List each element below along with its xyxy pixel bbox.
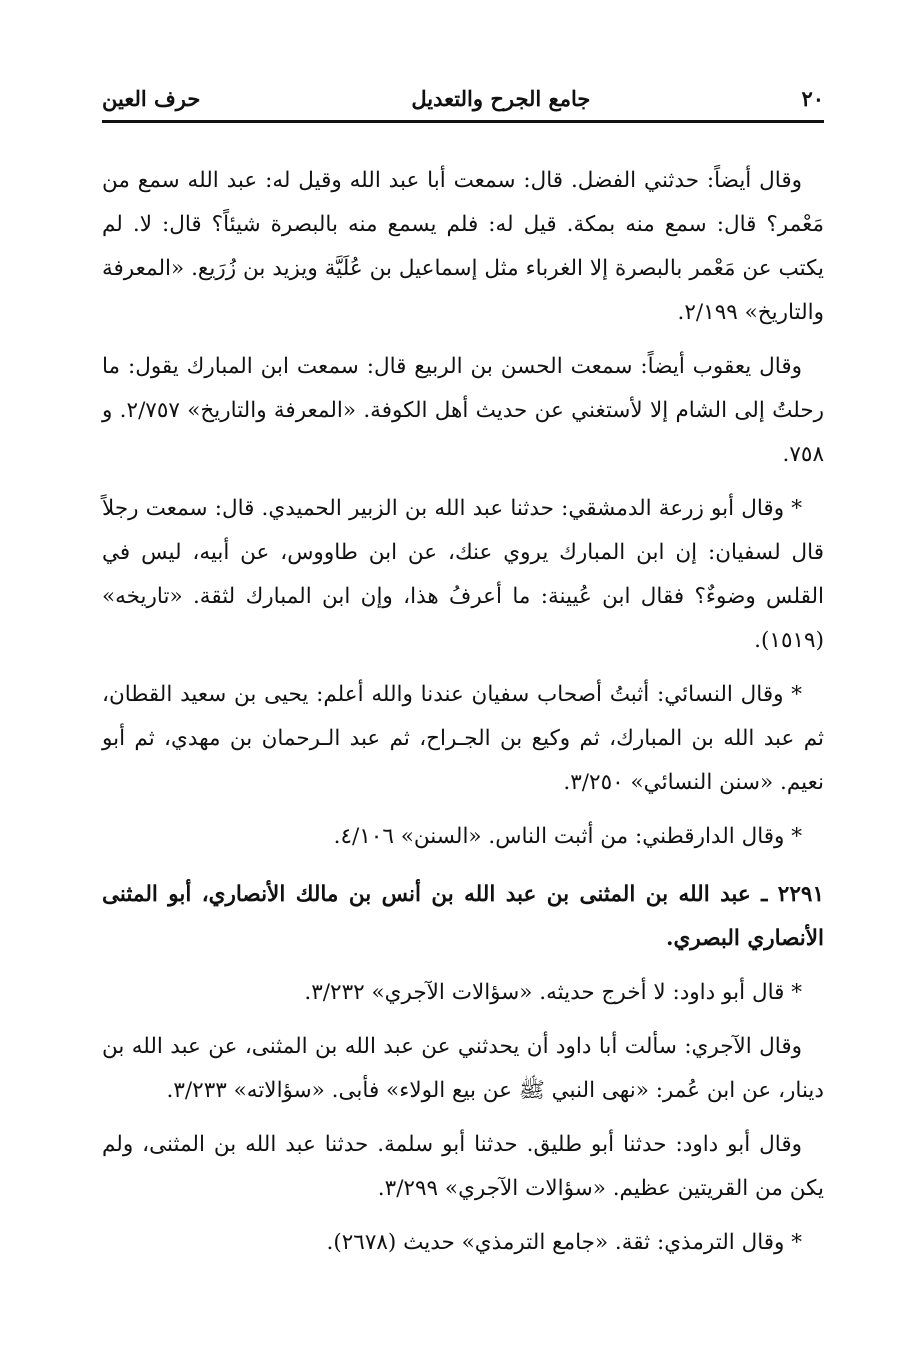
paragraph: * وقال النسائي: أثبتُ أصحاب سفيان عندنا والله أعلم: يحيى بن سعيد القطان، ثم عبد الله بن المبارك، ثم وكيع بن الجـراح، ثم عبد الـرحمان بن مهدي، ثم أبو نعيم. «سنن النسائي» ٣/٢٥٠. xyxy=(102,682,824,795)
paragraph: * وقال الدارقطني: من أثبت الناس. «السنن» ٤/١٠٦. xyxy=(333,824,802,849)
running-header xyxy=(102,82,824,116)
paragraph: وقال أيضاً: حدثني الفضل. قال: سمعت أبا عبد الله وقيل له: عبد الله سمع من مَعْمر؟ قال: سمع منه بمكة. قيل له: فلم يسمع منه بالبصرة شيئاً؟ قال: لا. لم يكتب عن مَعْمر بالبصرة إلا الغرباء مثل إسماعيل بن عُلَيَّة ويزيد بن زُرَيع. «المعرفة والتاريخ» ٢/١٩٩. xyxy=(102,168,824,325)
paragraph: وقال الآجري: سألت أبا داود أن يحدثني عن عبد الله بن المثنى، عن عبد الله بن دينار، عن ابن عُمر: «نهى النبي ﷺ عن بيع الولاء» فأبى. «سؤالاته» ٣/٢٣٣. xyxy=(102,1034,824,1103)
paragraph: وقال أبو داود: حدثنا أبو طليق. حدثنا أبو سلمة. حدثنا عبد الله بن المثنى، ولم يكن من القريتين عظيم. «سؤالات الآجري» ٣/٢٩٩. xyxy=(102,1132,824,1201)
entry-heading: ٢٢٩١ ـ عبد الله بن المثنى بن عبد الله بن أنس بن مالك الأنصاري، أبو المثنى الأنصاري البصري. xyxy=(102,882,824,951)
book-title: جامع الجرح والتعديل xyxy=(411,86,591,111)
page-body xyxy=(102,159,824,1265)
paragraph: * وقال الترمذي: ثقة. «جامع الترمذي» حديث (٢٦٧٨). xyxy=(326,1230,802,1255)
paragraph: * قال أبو داود: لا أخرج حديثه. «سؤالات الآجري» ٣/٢٣٢. xyxy=(304,980,802,1005)
section-title: حرف العين xyxy=(102,86,201,111)
paragraph: * وقال أبو زرعة الدمشقي: حدثنا عبد الله بن الزبير الحميدي. قال: سمعت رجلاً قال لسفيان: إن ابن المبارك يروي عنك، عن ابن طاووس، عن أبيه، ليس في القلس وضوءٌ؟ فقال ابن عُيينة: ما أعرفُ هذا، وإن ابن المبارك لثقة. «تاريخه» (١٥١٩). xyxy=(102,496,824,653)
paragraph: وقال يعقوب أيضاً: سمعت الحسن بن الربيع قال: سمعت ابن المبارك يقول: ما رحلتُ إلى الشام إلا لأستغني عن حديث أهل الكوفة. «المعرفة والتاريخ» ٢/٧٥٧. و ٧٥٨. xyxy=(102,354,824,467)
page-number: ٢٠ xyxy=(801,86,824,111)
header-rule xyxy=(102,120,824,123)
